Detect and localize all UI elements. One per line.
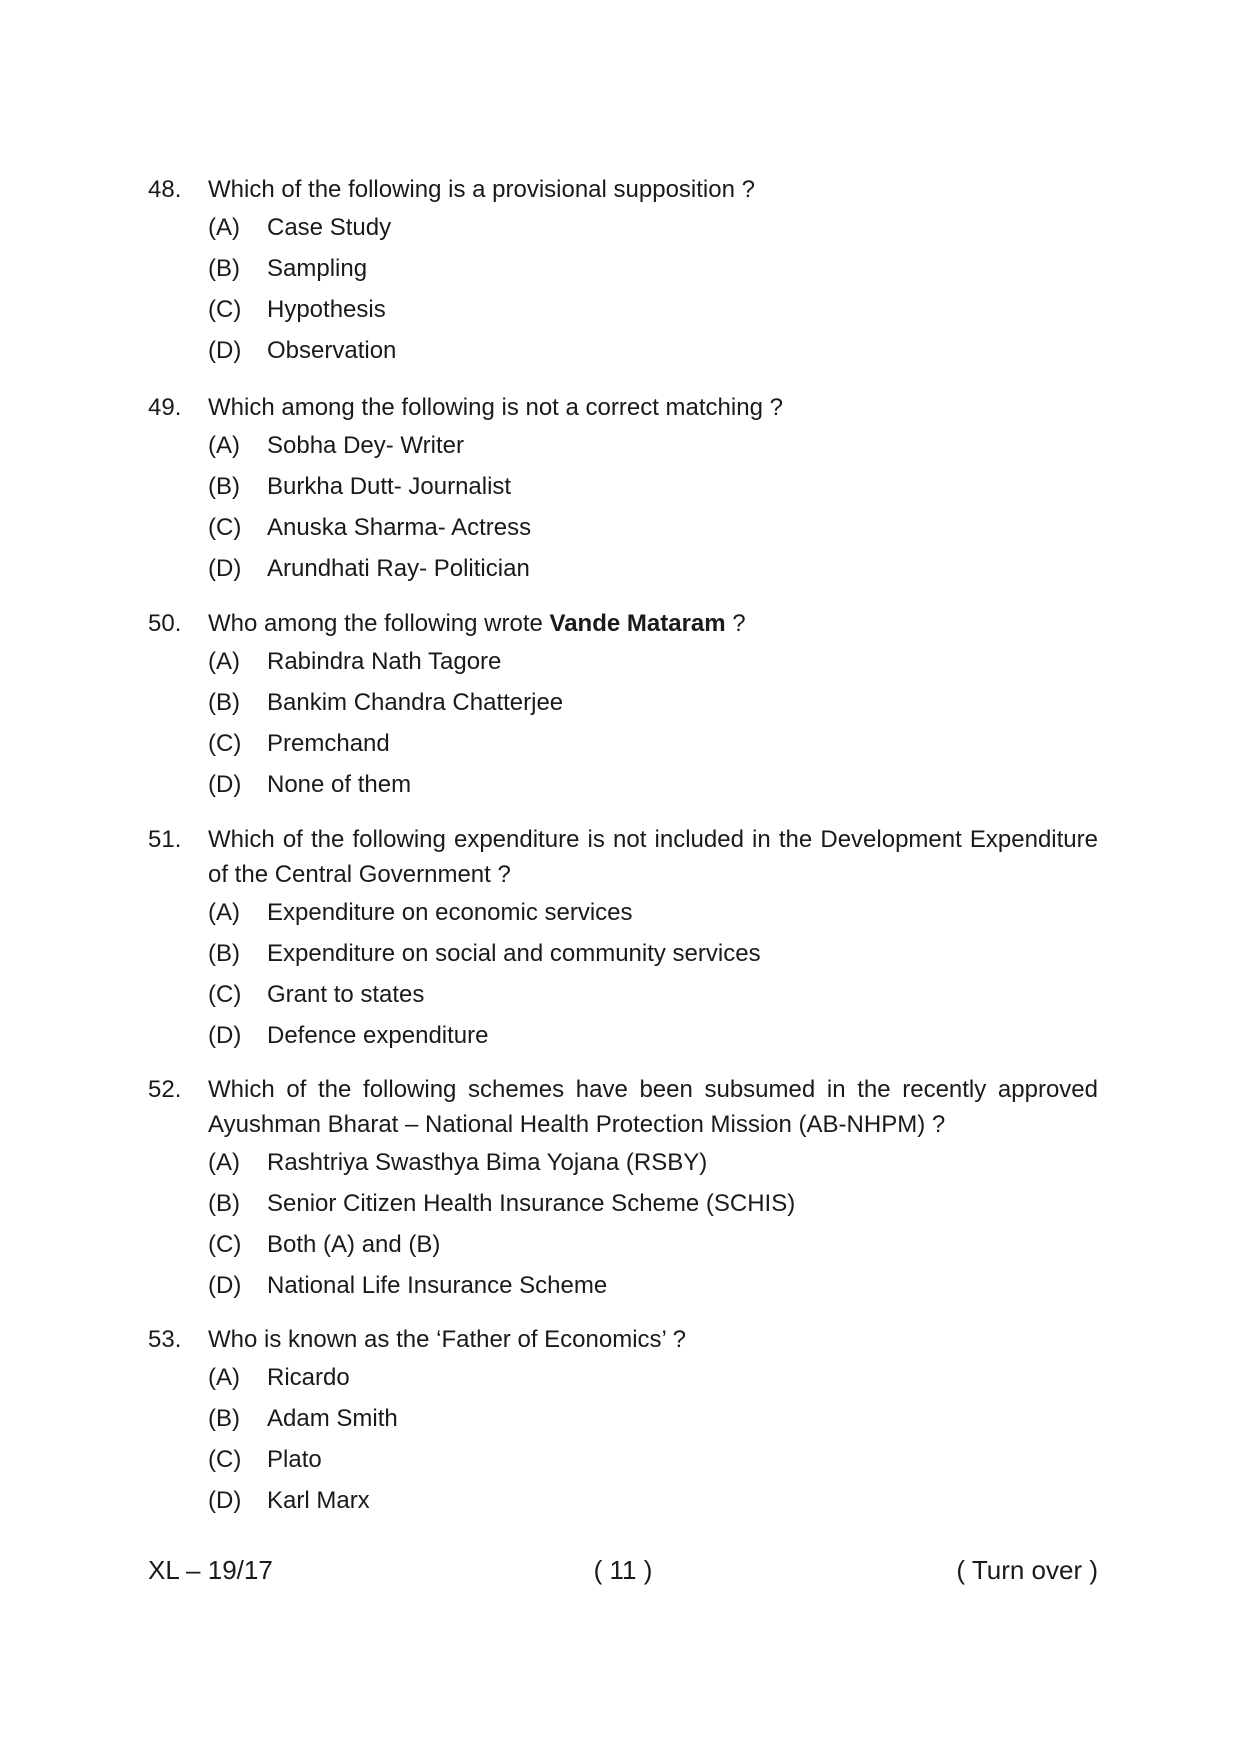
option-text: Both (A) and (B)	[267, 1231, 441, 1258]
option-label: (A)	[208, 899, 240, 926]
option-c	[208, 507, 1098, 548]
option-label: (C)	[208, 730, 242, 757]
option-label: (A)	[208, 648, 240, 675]
option-d	[208, 1015, 1098, 1056]
option-text: Hypothesis	[267, 296, 386, 323]
option-text: Karl Marx	[267, 1487, 370, 1514]
option-d	[208, 1480, 1098, 1521]
question-text: Who is known as the ‘Father of Economics’ ?	[208, 1326, 686, 1353]
option-d	[208, 1265, 1098, 1306]
option-label: (C)	[208, 1446, 242, 1473]
option-text: Ricardo	[267, 1364, 350, 1391]
option-b	[208, 1183, 1098, 1224]
question-text-start: Who among the following wrote	[208, 610, 550, 637]
option-label: (D)	[208, 1272, 242, 1299]
option-label: (B)	[208, 689, 240, 716]
option-label: (B)	[208, 940, 240, 967]
question-51	[148, 822, 1098, 1056]
question-text-bold: Vande Mataram	[549, 610, 726, 637]
option-c	[208, 1439, 1098, 1480]
option-b	[208, 1398, 1098, 1439]
option-d	[208, 548, 1098, 589]
option-label: (B)	[208, 1405, 240, 1432]
option-a	[208, 207, 1098, 248]
option-text: Rashtriya Swasthya Bima Yojana (RSBY)	[267, 1149, 708, 1176]
option-text: Defence expenditure	[267, 1022, 489, 1049]
option-d	[208, 330, 1098, 371]
question-number: 52.	[148, 1076, 182, 1103]
option-b	[208, 466, 1098, 507]
option-a	[208, 1142, 1098, 1183]
option-label: (A)	[208, 1364, 240, 1391]
question-49	[148, 390, 1098, 589]
option-c	[208, 974, 1098, 1015]
option-text: Senior Citizen Health Insurance Scheme (SCHIS)	[267, 1190, 796, 1217]
question-52	[148, 1072, 1098, 1306]
question-53	[148, 1322, 1098, 1521]
option-text: Premchand	[267, 730, 390, 757]
option-label: (D)	[208, 1022, 242, 1049]
option-label: (B)	[208, 255, 240, 282]
option-c	[208, 1224, 1098, 1265]
option-text: Observation	[267, 337, 397, 364]
question-50	[148, 606, 1098, 805]
option-text: Bankim Chandra Chatterjee	[267, 689, 564, 716]
question-number: 50.	[148, 610, 182, 637]
option-label: (C)	[208, 296, 242, 323]
option-text: Sampling	[267, 255, 368, 282]
option-label: (C)	[208, 514, 242, 541]
question-number: 48.	[148, 176, 182, 203]
option-b	[208, 682, 1098, 723]
question-text: Which of the following schemes have been subsumed in the recently approved Ayushman Bharat – National Health Protection Mission (AB-NHPM) ?	[208, 1076, 1098, 1138]
option-text: Anuska Sharma- Actress	[267, 514, 532, 541]
option-text: Plato	[267, 1446, 322, 1473]
option-d	[208, 764, 1098, 805]
option-label: (A)	[208, 1149, 240, 1176]
question-48	[148, 172, 1098, 371]
option-text: Rabindra Nath Tagore	[267, 648, 502, 675]
option-text: National Life Insurance Scheme	[267, 1272, 608, 1299]
question-text-end: ?	[725, 610, 746, 637]
option-text: Burkha Dutt- Journalist	[267, 473, 512, 500]
option-label: (B)	[208, 1190, 240, 1217]
option-text: Case Study	[267, 214, 392, 241]
question-number: 53.	[148, 1326, 182, 1353]
option-text: Expenditure on social and community services	[267, 940, 761, 967]
question-text: Which of the following is a provisional supposition ?	[208, 176, 755, 203]
page-number: ( 11 )	[593, 1555, 653, 1585]
option-text: Sobha Dey- Writer	[267, 432, 464, 459]
option-text: None of them	[267, 771, 412, 798]
option-label: (D)	[208, 1487, 242, 1514]
question-text: Which among the following is not a correct matching ?	[208, 394, 783, 421]
option-b	[208, 933, 1098, 974]
option-a	[208, 425, 1098, 466]
option-text: Arundhati Ray- Politician	[267, 555, 530, 582]
option-text: Grant to states	[267, 981, 425, 1008]
option-b	[208, 248, 1098, 289]
turn-over-note: ( Turn over )	[956, 1555, 1098, 1585]
option-label: (C)	[208, 1231, 242, 1258]
option-a	[208, 892, 1098, 933]
option-label: (D)	[208, 555, 242, 582]
question-text	[208, 606, 1098, 641]
option-a	[208, 1357, 1098, 1398]
option-label: (B)	[208, 473, 240, 500]
option-c	[208, 289, 1098, 330]
option-label: (D)	[208, 771, 242, 798]
paper-code: XL – 19/17	[148, 1555, 273, 1585]
question-number: 49.	[148, 394, 182, 421]
option-label: (D)	[208, 337, 242, 364]
option-c	[208, 723, 1098, 764]
question-text: Which of the following expenditure is not included in the Development Expenditure of the Central Government ?	[208, 826, 1098, 888]
option-text: Expenditure on economic services	[267, 899, 633, 926]
page-footer	[148, 1552, 1098, 1588]
question-number: 51.	[148, 826, 182, 853]
option-label: (C)	[208, 981, 242, 1008]
option-text: Adam Smith	[267, 1405, 398, 1432]
option-label: (A)	[208, 432, 240, 459]
option-a	[208, 641, 1098, 682]
option-label: (A)	[208, 214, 240, 241]
